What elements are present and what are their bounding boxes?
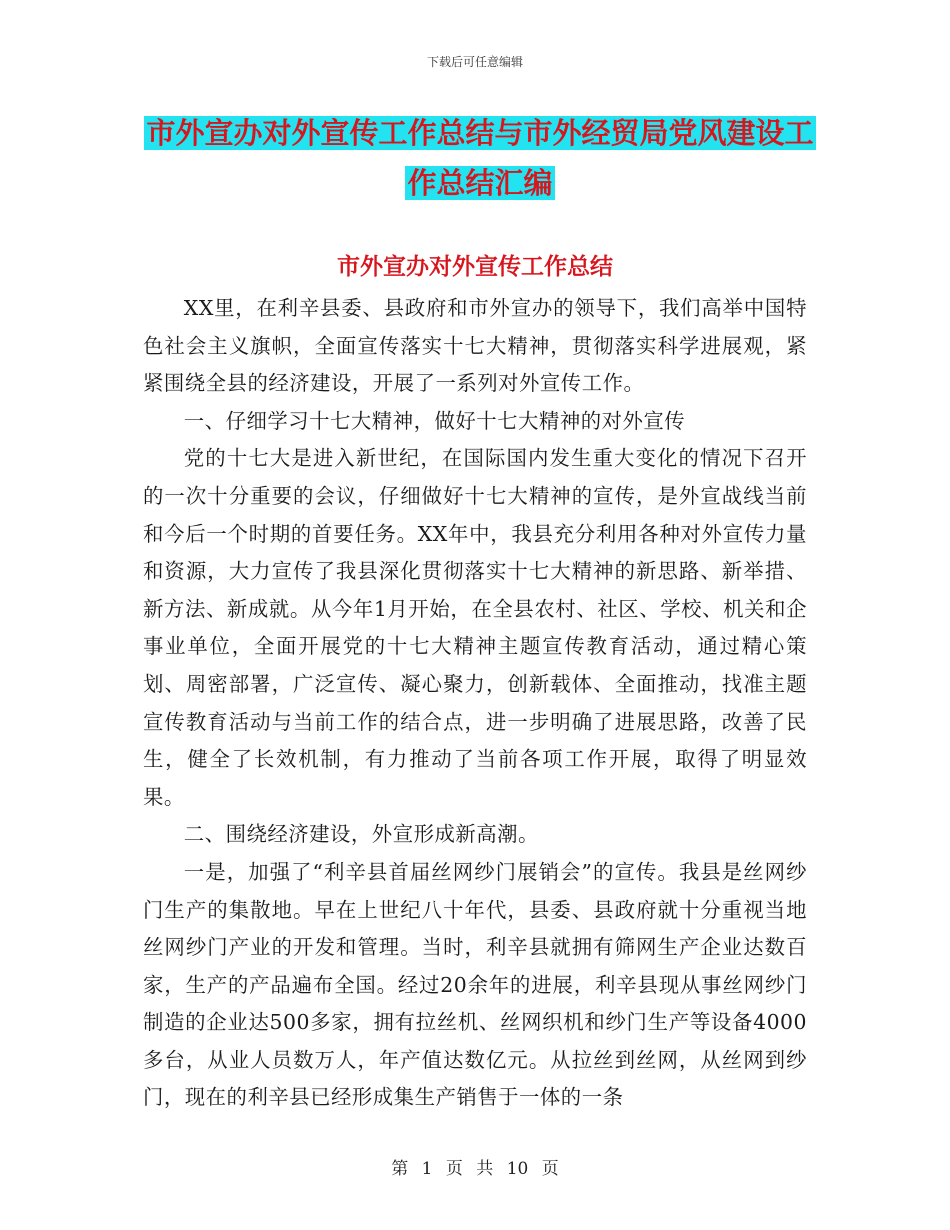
footer-page-label: 第 — [391, 1159, 409, 1179]
paragraph-intro: XX里，在利辛县委、县政府和市外宣办的领导下，我们高举中国特色社会主义旗帜，全面宣传落实十七大精神，贯彻落实科学进展观，紧紧围绕全县的经济建设，开展了一系列对外宣传工作。 — [143, 296, 807, 396]
heading-one: 一、仔细学习十七大精神，做好十七大精神的对外宣传 — [183, 408, 686, 433]
header-note: 下载后可任意编辑 — [426, 55, 523, 69]
document-body — [143, 290, 807, 1117]
section-title: 市外宣办对外宣传工作总结 — [337, 253, 613, 280]
footer-page-unit: 页 — [445, 1159, 463, 1179]
document-title-line2: 作总结汇编 — [407, 166, 553, 200]
footer-page-number: 1 — [421, 1159, 433, 1179]
document-title — [120, 108, 840, 208]
paragraph-two: 一是，加强了“利辛县首届丝网纱门展销会”的宣传。我县是丝网纱门生产的集散地。早在上世纪八十年代，县委、县政府就十分重视当地丝网纱门产业的开发和管理。当时，利辛县就拥有筛网生产企业达数百家，生产的产品遍布全国。经过20余年的进展，利辛县现从事丝网纱门制造的企业达500多家，拥有拉丝机、丝网织机和纱门生产等设备4000多台，从业人员数万人，年产值达数亿元。从拉丝到丝网，从丝网到纱门，现在的利辛县已经形成集生产销售于一体的一条 — [143, 859, 807, 1110]
footer-total-unit: 页 — [541, 1159, 559, 1179]
heading-two: 二、围绕经济建设，外宣形成新高潮。 — [183, 822, 539, 847]
footer-total-pages: 10 — [506, 1159, 529, 1179]
footer-total-label: 共 — [476, 1159, 494, 1179]
page-footer — [0, 1154, 950, 1179]
paragraph-one: 党的十七大是进入新世纪，在国际国内发生重大变化的情况下召开的一次十分重要的会议，仔细做好十七大精神的宣传，是外宣战线当前和今后一个时期的首要任务。XX年中，我县充分利用各种对外宣传力量和资源，大力宣传了我县深化贯彻落实十七大精神的新思路、新举措、新方法、新成就。从今年1月开始，在全县农村、社区、学校、机关和企事业单位，全面开展党的十七大精神主题宣传教育活动，通过精心策划、周密部署，广泛宣传、凝心聚力，创新载体、全面推动，找准主题宣传教育活动与当前工作的结合点，进一步明确了进展思路，改善了民生，健全了长效机制，有力推动了当前各项工作开展，取得了明显效果。 — [143, 446, 807, 809]
document-title-line1: 市外宣办对外宣传工作总结与市外经贸局党风建设工 — [146, 116, 814, 150]
